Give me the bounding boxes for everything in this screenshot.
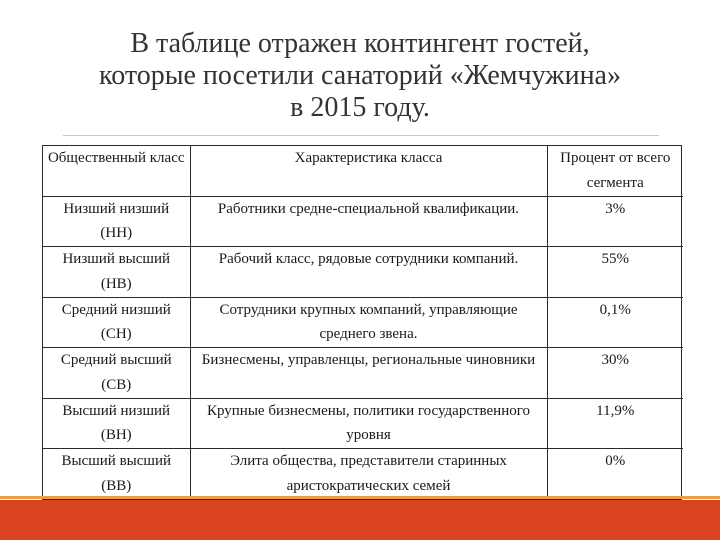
title-line-1: В таблице отражен контингент гостей, [130,28,590,59]
table-row [43,196,683,247]
header-characteristic: Характеристика класса [190,146,547,196]
table-row [43,348,683,399]
cell-class: Высший высший (ВВ) [43,449,190,499]
cell-percent: 11,9% [547,398,683,449]
title-line-3: в 2015 году. [290,92,430,123]
header-percent: Процент от всего сегмента [547,146,683,196]
cell-percent: 3% [547,196,683,247]
cell-class: Высший низший (ВН) [43,398,190,449]
table-row [43,247,683,298]
footer-bar [0,500,720,540]
table-row [43,398,683,449]
cell-characteristic: Элита общества, представители старинных аристократических семей [190,449,547,499]
cell-percent: 0% [547,449,683,499]
accent-line [0,496,720,499]
cell-characteristic: Работники средне-специальной квалификации. [190,196,547,247]
table-header-row [43,146,683,196]
slide-title [40,28,680,124]
cell-percent: 0,1% [547,297,683,348]
cell-class: Средний высший (СВ) [43,348,190,399]
table-row [43,449,683,499]
cell-characteristic: Рабочий класс, рядовые сотрудники компаний. [190,247,547,298]
cell-percent: 55% [547,247,683,298]
class-table [42,145,682,500]
cell-class: Средний низший (СН) [43,297,190,348]
cell-characteristic: Крупные бизнесмены, политики государственного уровня [190,398,547,449]
table-row [43,297,683,348]
cell-class: Низший низший (НН) [43,196,190,247]
cell-characteristic: Бизнесмены, управленцы, региональные чиновники [190,348,547,399]
cell-characteristic: Сотрудники крупных компаний, управляющие среднего звена. [190,297,547,348]
title-line-2: которые посетили санаторий «Жемчужина» [99,60,621,91]
title-divider [63,135,659,136]
header-class: Общественный класс [43,146,190,196]
cell-class: Низший высший (НВ) [43,247,190,298]
cell-percent: 30% [547,348,683,399]
